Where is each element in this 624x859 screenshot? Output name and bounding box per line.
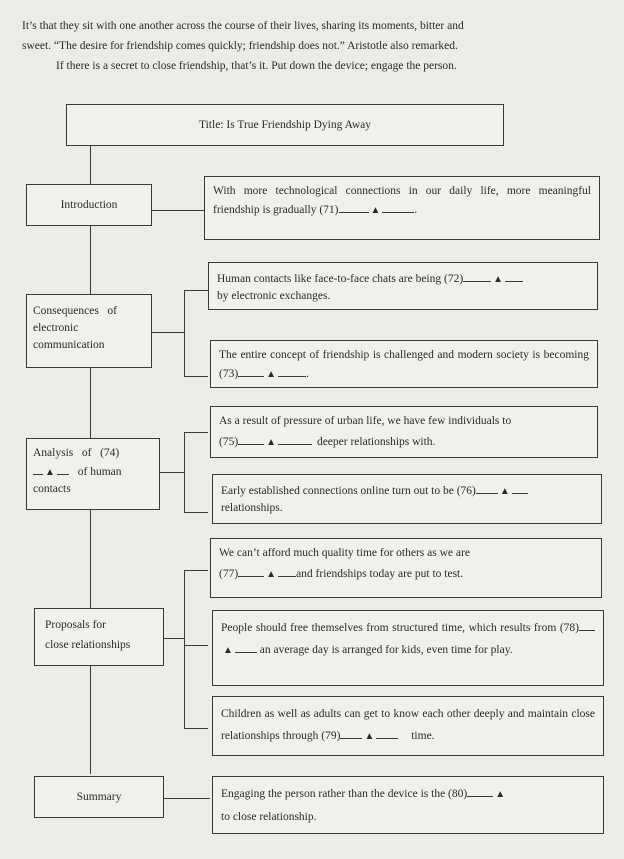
blank-75-tail bbox=[278, 432, 312, 445]
blank-76 bbox=[476, 481, 498, 494]
summary-label: Summary bbox=[76, 791, 122, 803]
content-box-76 bbox=[212, 474, 602, 524]
blank-79-tail bbox=[376, 726, 398, 739]
c73-end: . bbox=[306, 368, 309, 380]
blank-72 bbox=[463, 269, 491, 282]
content-box-72 bbox=[208, 262, 598, 310]
content-box-71 bbox=[204, 176, 600, 240]
c80-text: Engaging the person rather than the device is the (80) bbox=[221, 788, 468, 800]
blank-75 bbox=[238, 432, 264, 445]
bracket-73 bbox=[184, 376, 208, 377]
triangle-76-icon: ▲ bbox=[499, 486, 510, 497]
c73-text: The entire concept of friendship is challenged and modern society is becoming (73) bbox=[219, 349, 589, 380]
bracket-78 bbox=[184, 645, 208, 646]
introduction-label: Introduction bbox=[60, 199, 118, 211]
c78-text: People should free themselves from structured time, which results from (78) bbox=[221, 622, 579, 634]
proposals-bracket bbox=[184, 570, 185, 728]
c75-line-2 bbox=[219, 432, 589, 451]
c72-text-end: by electronic exchanges. bbox=[217, 290, 331, 302]
blank-71 bbox=[339, 200, 369, 213]
blank-73-tail bbox=[278, 364, 306, 377]
analysis-bracket bbox=[184, 432, 185, 512]
consequences-label-3: communication bbox=[33, 339, 105, 351]
analysis-label-2 bbox=[33, 462, 153, 481]
analysis-connector bbox=[160, 472, 184, 473]
blank-72-tail bbox=[505, 269, 523, 282]
consequences-box bbox=[26, 294, 152, 368]
triangle-71-icon: ▲ bbox=[370, 205, 381, 216]
blank-74-tail bbox=[57, 462, 69, 475]
consequences-connector bbox=[152, 332, 184, 333]
triangle-73-icon: ▲ bbox=[266, 369, 277, 380]
c77-text-end: and friendships today are put to test. bbox=[296, 568, 464, 580]
c79-text-end: time. bbox=[411, 730, 435, 742]
analysis-label-1: Analysis of (74) bbox=[33, 447, 120, 459]
content-box-75 bbox=[210, 406, 598, 458]
summary-connector bbox=[164, 798, 210, 799]
blank-78 bbox=[579, 618, 595, 631]
blank-73 bbox=[238, 364, 264, 377]
introduction-box bbox=[26, 184, 152, 226]
consequences-label-2: electronic bbox=[33, 322, 79, 334]
bracket-75 bbox=[184, 432, 208, 433]
c76-text-end: relationships. bbox=[221, 502, 283, 514]
title-box bbox=[66, 104, 504, 146]
triangle-72-icon: ▲ bbox=[493, 274, 504, 285]
content-box-77 bbox=[210, 538, 602, 598]
c75-text-end: deeper relationships with. bbox=[316, 436, 436, 448]
consequences-bracket bbox=[184, 290, 185, 376]
c77-line-1: We can’t afford much quality time for others as we are bbox=[219, 547, 470, 559]
bracket-72 bbox=[184, 290, 208, 291]
passage-line-2: sweet. “The desire for friendship comes quickly; friendship does not.” Aristotle also remarked. bbox=[22, 40, 458, 52]
bracket-77 bbox=[184, 570, 208, 571]
proposals-label-2: close relationships bbox=[45, 639, 131, 651]
proposals-label-1: Proposals for bbox=[45, 619, 107, 631]
blank-80 bbox=[467, 784, 493, 797]
blank-77 bbox=[238, 564, 264, 577]
triangle-74-icon: ▲ bbox=[45, 467, 55, 478]
triangle-75-icon: ▲ bbox=[266, 437, 277, 448]
consequences-label-1: Consequences of bbox=[33, 305, 117, 317]
c77-line-2 bbox=[219, 564, 593, 583]
intro-connector bbox=[152, 210, 204, 211]
content-box-78 bbox=[212, 610, 604, 686]
triangle-79-icon: ▲ bbox=[364, 731, 375, 742]
blank-76-tail bbox=[512, 481, 528, 494]
c76-text: Early established connections online turn out to be (76) bbox=[221, 485, 476, 497]
intro-end: . bbox=[414, 204, 418, 216]
blank-78-tail bbox=[235, 640, 257, 653]
content-box-80 bbox=[212, 776, 604, 834]
content-box-79 bbox=[212, 696, 604, 756]
intro-text: With more technological connections in our daily life, more meaningful friendship is gradually (71) bbox=[213, 185, 591, 216]
blank-74 bbox=[33, 462, 43, 475]
blank-79 bbox=[340, 726, 362, 739]
c80-text-end: to close relationship. bbox=[221, 811, 317, 823]
blank-77-tail bbox=[278, 564, 296, 577]
bracket-76 bbox=[184, 512, 208, 513]
summary-box bbox=[34, 776, 164, 818]
triangle-78-icon: ▲ bbox=[223, 645, 233, 656]
title-text: Title: Is True Friendship Dying Away bbox=[198, 119, 371, 131]
analysis-box bbox=[26, 438, 160, 510]
content-box-73 bbox=[210, 340, 598, 388]
c75-number: (75) bbox=[219, 436, 239, 448]
c79-text: Children as well as adults can get to know each other deeply and maintain close relationships through (79) bbox=[221, 708, 595, 742]
analysis-label-3: contacts bbox=[33, 483, 71, 495]
proposals-box bbox=[34, 608, 164, 666]
triangle-77-icon: ▲ bbox=[266, 569, 277, 580]
analysis-label-2-text: of human bbox=[77, 466, 122, 478]
proposals-connector bbox=[164, 638, 184, 639]
c72-text: Human contacts like face-to-face chats are being (72) bbox=[217, 273, 464, 285]
c77-number: (77) bbox=[219, 568, 239, 580]
bracket-79 bbox=[184, 728, 208, 729]
passage-line-3: If there is a secret to close friendship, that’s it. Put down the device; engage the person. bbox=[56, 60, 457, 72]
blank-71-tail bbox=[382, 200, 414, 213]
passage-line-1: It’s that they sit with one another across the course of their lives, sharing its moments, bitter and bbox=[22, 20, 464, 32]
c75-line-1: As a result of pressure of urban life, we have few individuals to bbox=[219, 415, 512, 427]
c78-text-end: an average day is arranged for kids, even time for play. bbox=[259, 644, 513, 656]
triangle-80-icon: ▲ bbox=[495, 789, 506, 800]
